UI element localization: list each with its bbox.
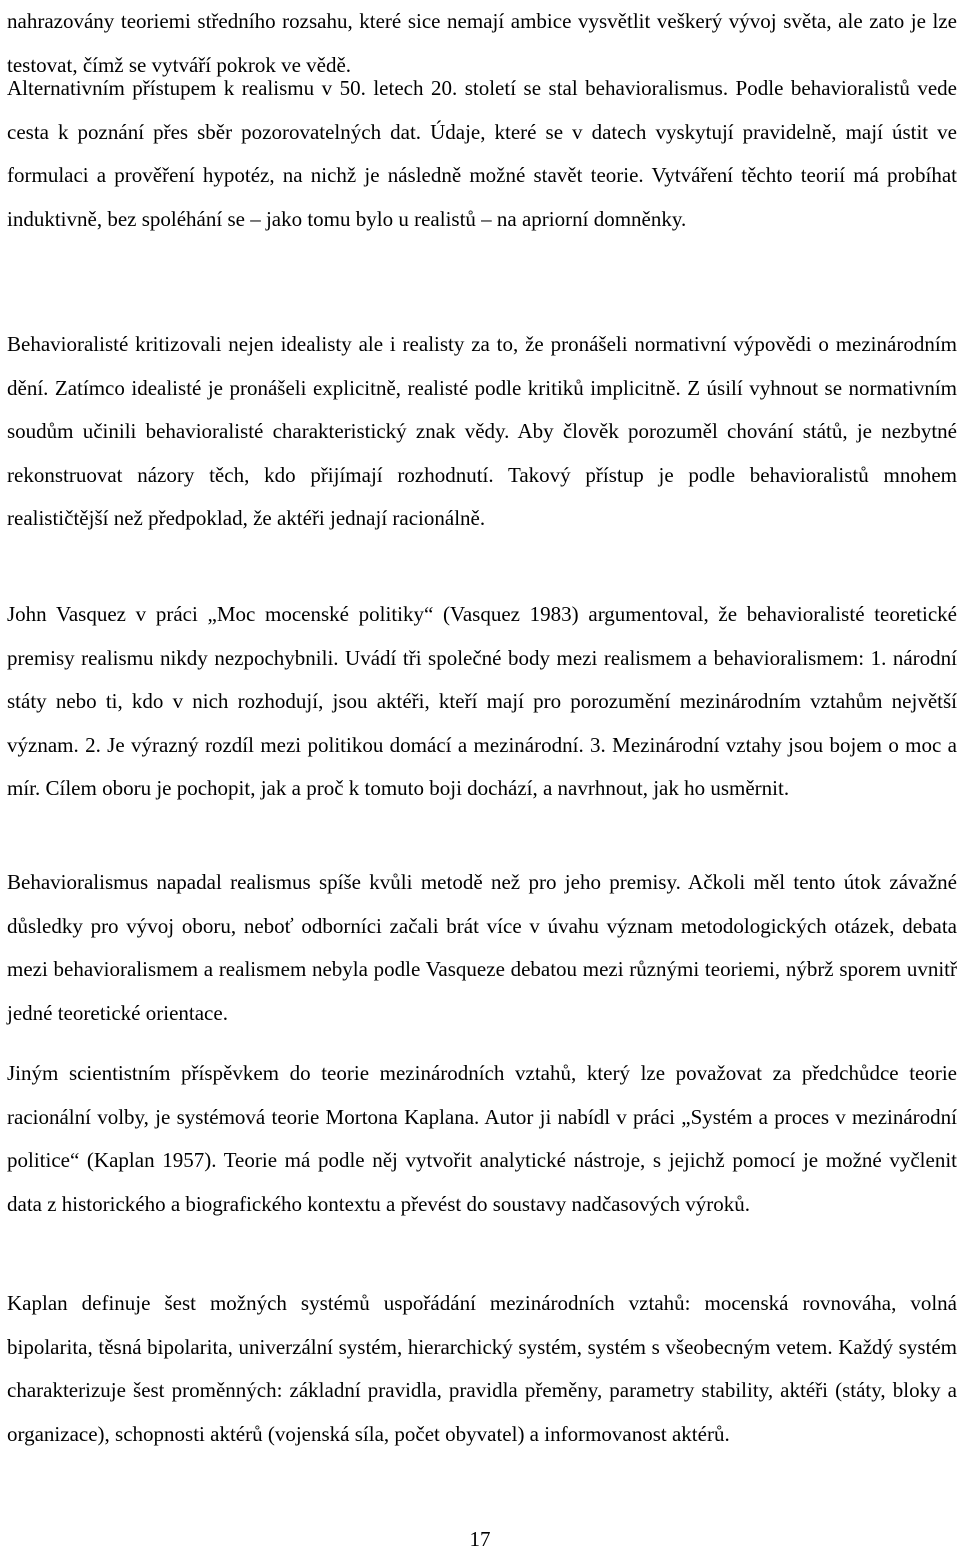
paragraph-3: Behavioralisté kritizovali nejen idealisty ale i realisty za to, že pronášeli normativní výpovědi o mezinárodním dění. Zatímco idealisté je pronášeli explicitně, realisté podle kritiků implicitně. Z úsilí vyhnout se normativním soudům učinili behavioralisté charakteristický znak vědy. Aby člověk porozuměl chování států, je nezbytné rekonstruovat názory těch, kdo přijímají rozhodnutí. Takový přístup je podle behavioralistů mnohem realističtější než předpoklad, že aktéři jednají racionálně. xyxy=(7,332,957,531)
paragraph-4: John Vasquez v práci „Moc mocenské politiky“ (Vasquez 1983) argumentoval, že behavioralisté teoretické premisy realismu nikdy nezpochybnili. Uvádí tři společné body mezi realismem a behavioralismem: 1. národní státy nebo ti, kdo v nich rozhodují, jsou aktéři, kteří mají pro porozumění mezinárodním vztahům největší význam. 2. Je výrazný rozdíl mezi politikou domácí a mezinárodní. 3. Mezinárodní vztahy jsou bojem o moc a mír. Cílem oboru je pochopit, jak a proč k tomuto boji dochází, a navrhnout, jak ho usměrnit. xyxy=(7,602,957,801)
paragraph-5: Behavioralismus napadal realismus spíše kvůli metodě než pro jeho premisy. Ačkoli měl tento útok závažné důsledky pro vývoj oboru, neboť odborníci začali brát více v úvahu význam metodologických otázek, debata mezi behavioralismem a realismem nebyla podle Vasqueze debatou mezi různými teoriemi, nýbrž sporem uvnitř jedné teoretické orientace. xyxy=(7,870,957,1025)
page-number: 17 xyxy=(469,1527,491,1551)
paragraph-7: Kaplan definuje šest možných systémů uspořádání mezinárodních vztahů: mocenská rovnováha, volná bipolarita, těsná bipolarita, univerzální systém, hierarchický systém, systém s všeobecným vetem. Každý systém charakterizuje šest proměnných: základní pravidla, pravidla přeměny, parametry stability, aktéři (státy, bloky a organizace), schopnosti aktérů (vojenská síla, počet obyvatel) a informovanost aktérů. xyxy=(7,1291,957,1446)
paragraph-2: Alternativním přístupem k realismu v 50. letech 20. století se stal behavioralismus. Podle behavioralistů vede cesta k poznání přes sběr pozorovatelných dat. Údaje, které se v datech vyskytují pravidelně, mají ústit ve formulaci a prověření hypotéz, na nichž je následně možné stavět teorie. Vytváření těchto teorií má probíhat induktivně, bez spoléhání se – jako tomu bylo u realistů – na apriorní domněnky. xyxy=(7,76,957,231)
paragraph-1: nahrazovány teoriemi středního rozsahu, které sice nemají ambice vysvětlit veškerý vývoj světa, ale zato je lze testovat, čímž se vytváří pokrok ve vědě. xyxy=(7,9,957,77)
paragraph-6: Jiným scientistním příspěvkem do teorie mezinárodních vztahů, který lze považovat za předchůdce teorie racionální volby, je systémová teorie Mortona Kaplana. Autor ji nabídl v práci „Systém a proces v mezinárodní politice“ (Kaplan 1957). Teorie má podle něj vytvořit analytické nástroje, s jejichž pomocí je možné vyčlenit data z historického a biografického kontextu a převést do soustavy nadčasových výroků. xyxy=(7,1061,957,1216)
